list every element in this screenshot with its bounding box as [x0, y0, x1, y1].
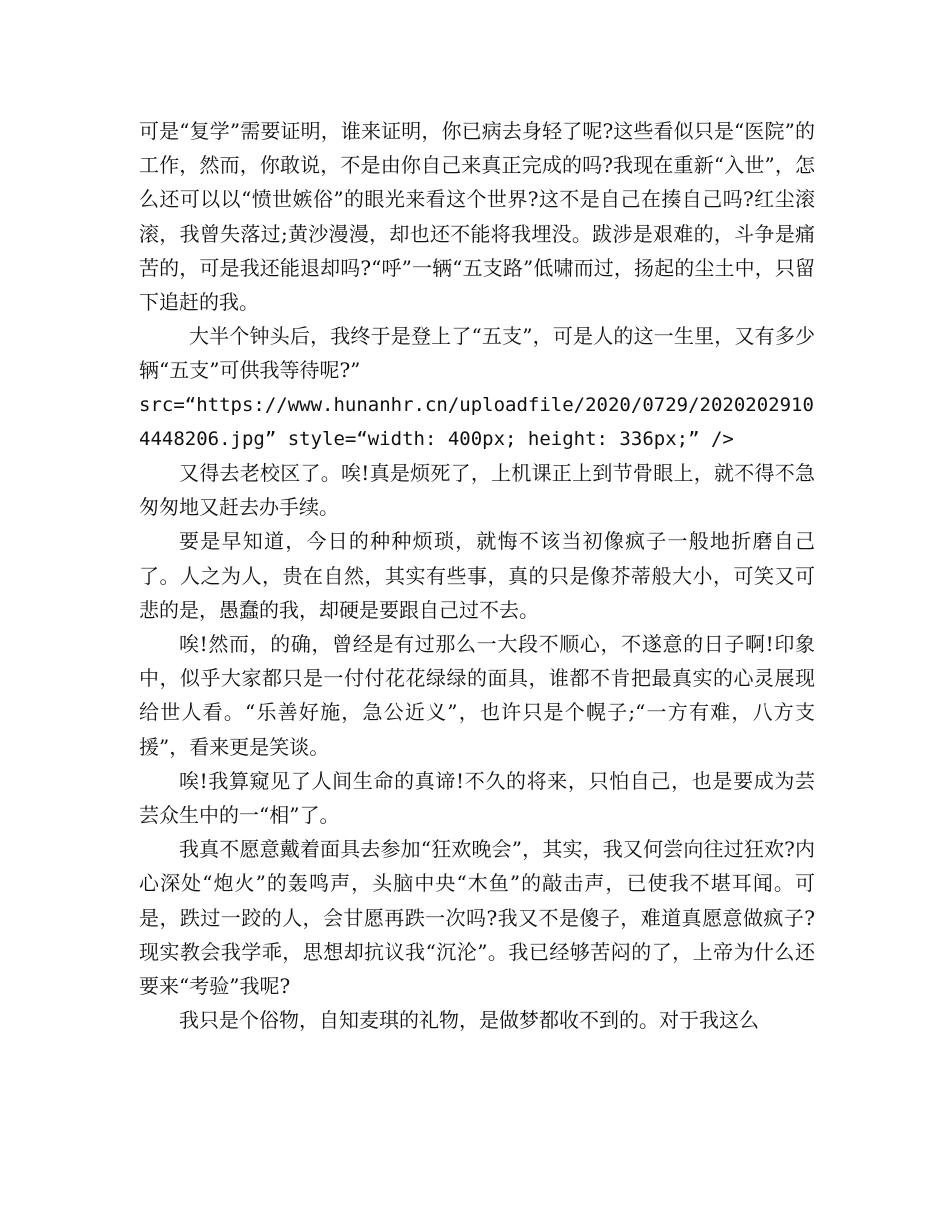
- document-body: [139, 114, 815, 1037]
- paragraph-2: 大半个钟头后，我终于是登上了“五支”，可是人的这一生里，又有多少辆“五支”可供我等待呢?”: [139, 324, 815, 383]
- paragraph-3: 又得去老校区了。唉!真是烦死了，上机课正上到节骨眼上，就不得不急匆匆地又赶去办手续。: [139, 461, 815, 520]
- image-source-text: src=“https://www.hunanhr.cn/uploadfile/2020/0729/20202029104448206.jpg” style=“width: 400px; height: 336px;” />: [139, 393, 814, 450]
- paragraph-4: 要是早知道，今日的种种烦琐，就悔不该当初像疯子一般地折磨自己了。人之为人，贵在自然，其实有些事，真的只是像芥蒂般大小，可笑又可悲的是，愚蠢的我，却硬是要跟自己过不去。: [139, 529, 815, 622]
- paragraph-1: 可是“复学”需要证明，谁来证明，你已病去身轻了呢?这些看似只是“医院”的工作，然而，你敢说，不是由你自己来真正完成的吗?我现在重新“入世”，怎么还可以以“愤世嫉俗”的眼光来看这个世界?这不是自己在揍自己吗?红尘滚滚，我曾失落过;黄沙漫漫，却也还不能将我埋没。跋涉是艰难的，斗争是痛苦的，可是我还能退却吗?“呼”一辆“五支路”低啸而过，扬起的尘土中，只留下追赶的我。: [139, 119, 815, 315]
- paragraph-8: 我只是个俗物，自知麦琪的礼物，是做梦都收不到的。对于我这么: [179, 1008, 759, 1033]
- paragraph-5: 唉!然而，的确，曾经是有过那么一大段不顺心，不遂意的日子啊!印象中，似乎大家都只是一付付花花绿绿的面具，谁都不肯把最真实的心灵展现给世人看。“乐善好施，急公近义”，也许只是个幌子;“一方有难，八方支援”，看来更是笑谈。: [139, 632, 815, 759]
- paragraph-7: 我真不愿意戴着面具去参加“狂欢晚会”，其实，我又何尝向往过狂欢?内心深处“炮火”的轰鸣声，头脑中央“木鱼”的敲击声，已使我不堪耳闻。可是，跌过一跤的人，会甘愿再跌一次吗?我又不是傻子，难道真愿意做疯子?现实教会我学乖，思想却抗议我“沉沦”。我已经够苦闷的了，上帝为什么还要来“考验”我呢?: [139, 837, 815, 999]
- paragraph-6: 唉!我算窥见了人间生命的真谛!不久的将来，只怕自己，也是要成为芸芸众生中的一“相”了。: [139, 768, 815, 828]
